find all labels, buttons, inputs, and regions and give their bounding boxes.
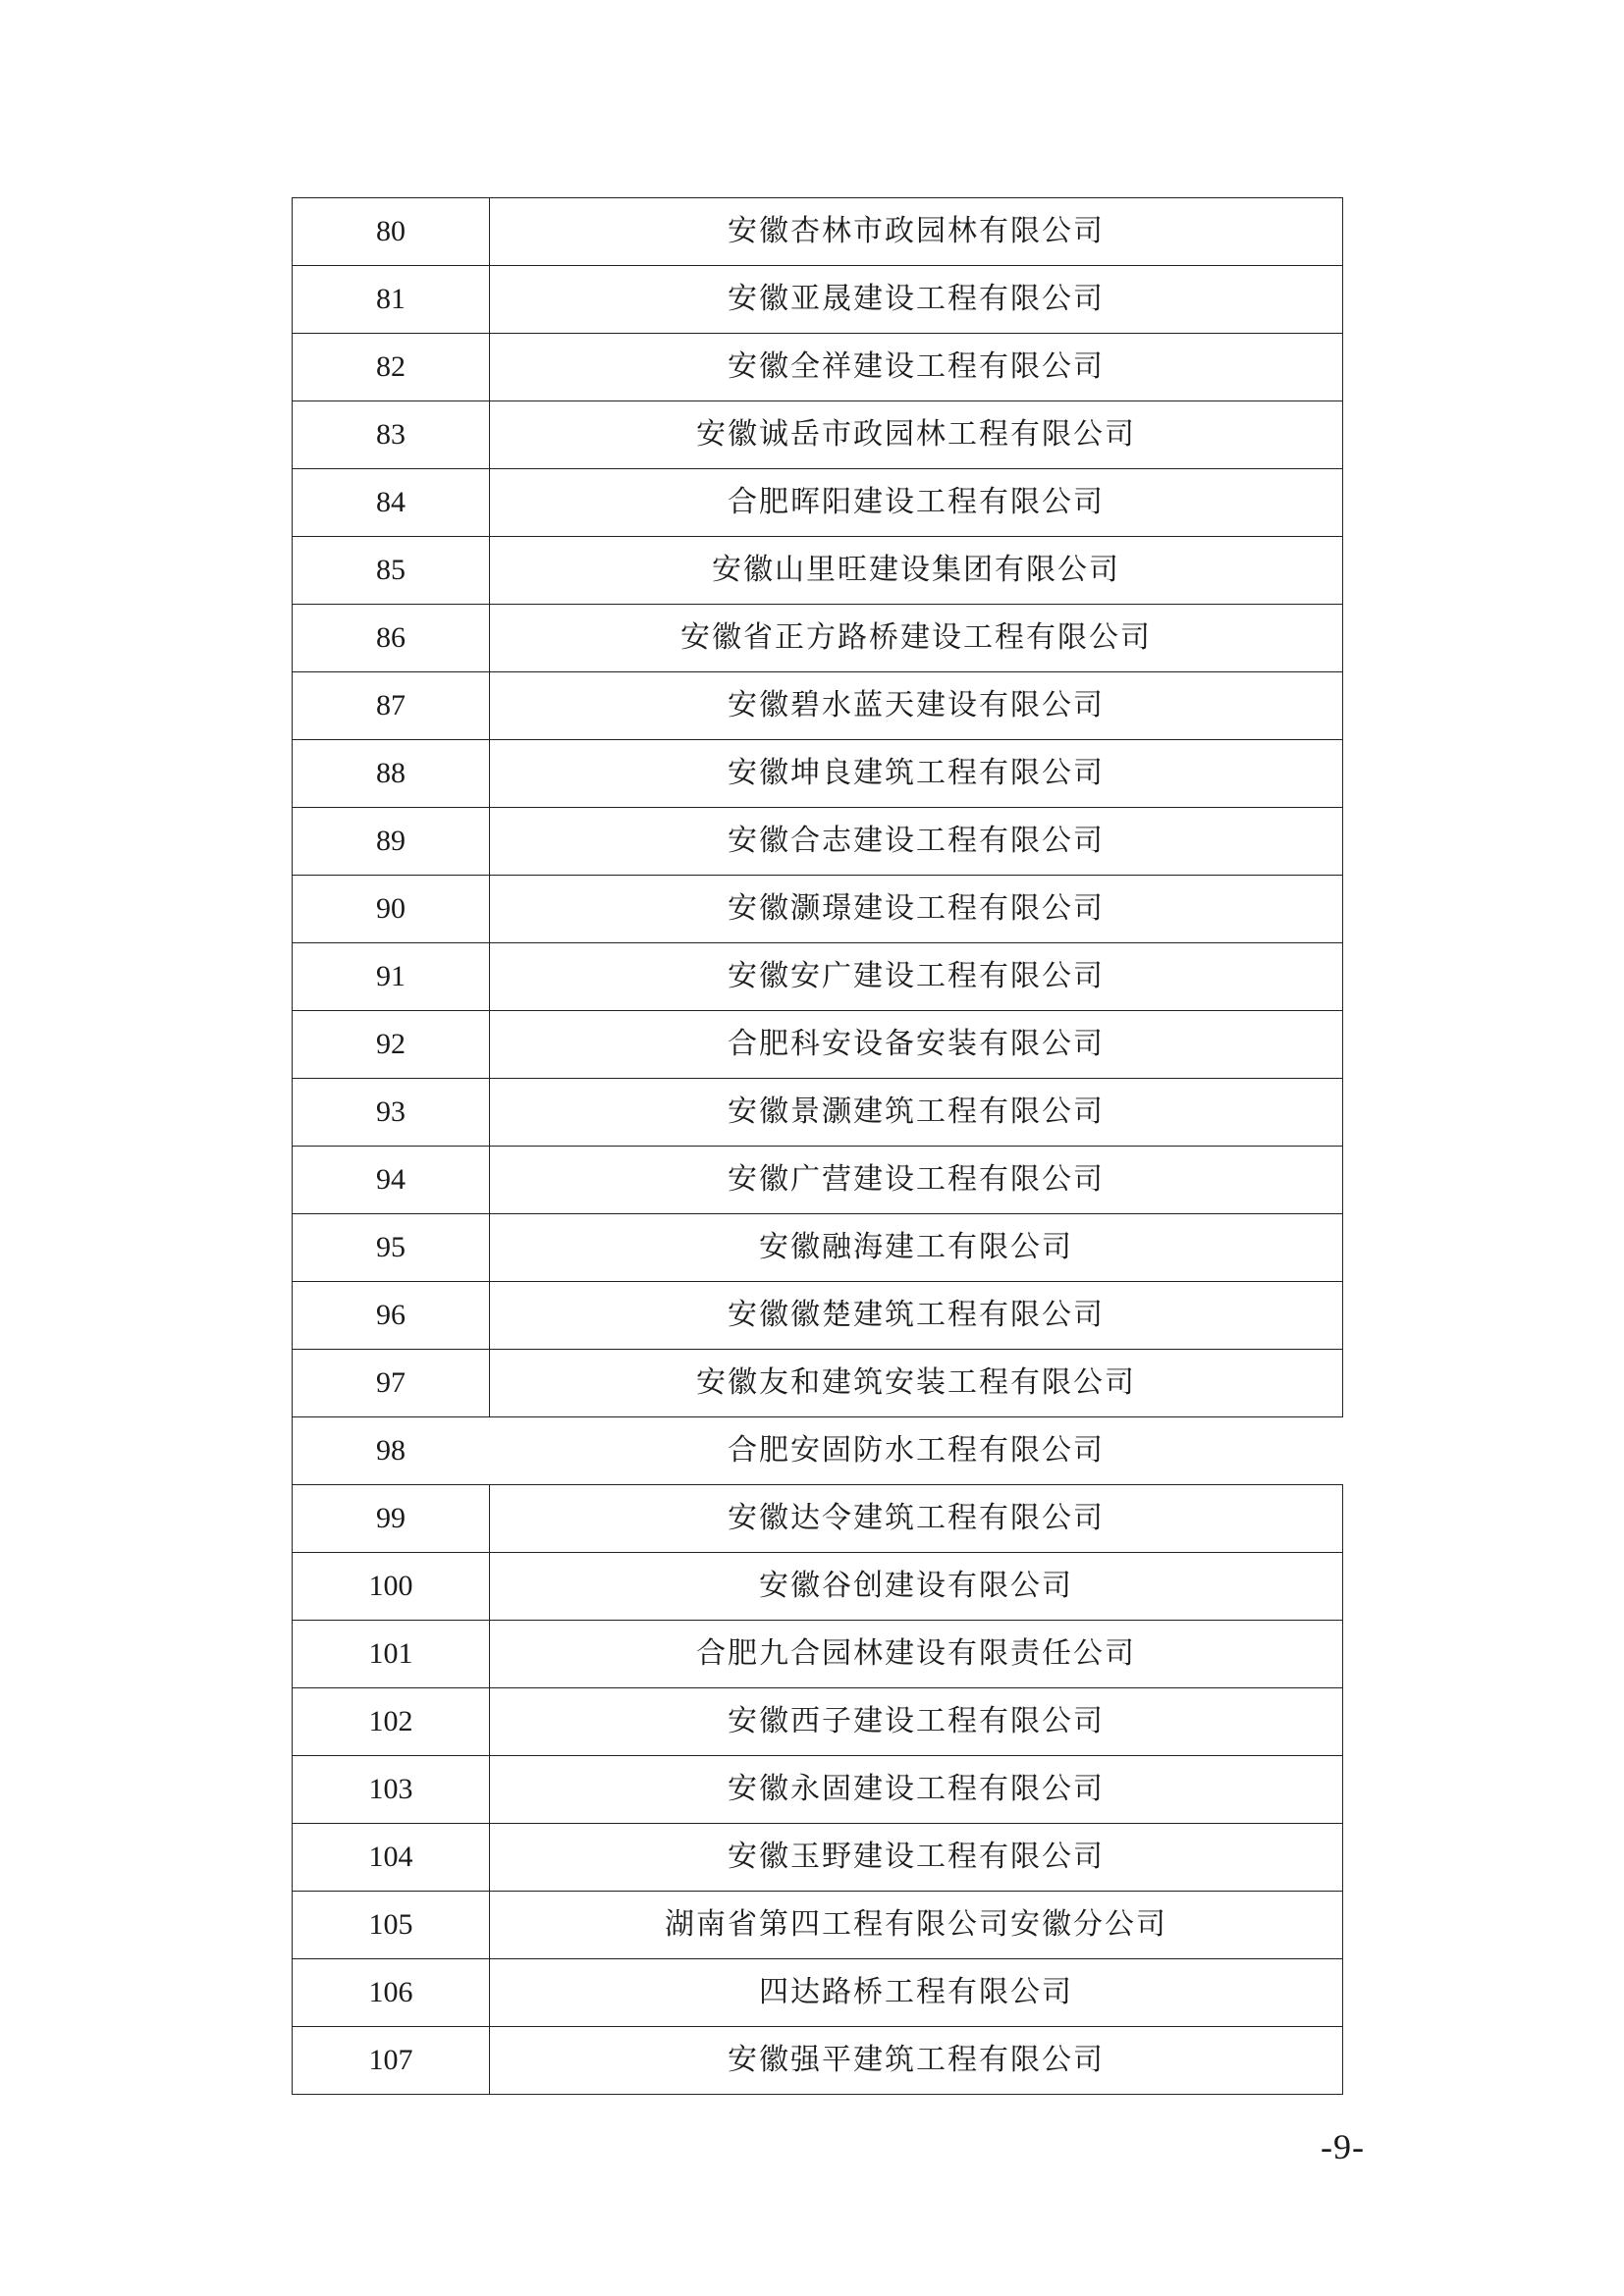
table-row (293, 266, 1343, 334)
company-name: 安徽碧水蓝天建设有限公司 (490, 672, 1343, 740)
table-row (293, 1282, 1343, 1350)
row-number: 107 (293, 2027, 490, 2095)
row-number: 103 (293, 1756, 490, 1824)
company-name: 安徽融海建工有限公司 (490, 1214, 1343, 1282)
table-row (293, 1079, 1343, 1147)
company-name: 安徽广营建设工程有限公司 (490, 1147, 1343, 1214)
row-number: 96 (293, 1282, 490, 1350)
table-row (293, 740, 1343, 808)
company-name: 安徽景灏建筑工程有限公司 (490, 1079, 1343, 1147)
row-number: 101 (293, 1621, 490, 1688)
company-name: 安徽徽楚建筑工程有限公司 (490, 1282, 1343, 1350)
row-number: 92 (293, 1011, 490, 1079)
company-name: 安徽诚岳市政园林工程有限公司 (490, 401, 1343, 469)
company-name: 安徽西子建设工程有限公司 (490, 1688, 1343, 1756)
row-number: 104 (293, 1824, 490, 1892)
row-number: 97 (293, 1350, 490, 1417)
table-row (293, 1553, 1343, 1621)
page-number: -9- (1321, 2127, 1365, 2166)
table-row (293, 1824, 1343, 1892)
table-row (293, 1485, 1343, 1553)
table-row (293, 198, 1343, 266)
company-name: 安徽山里旺建设集团有限公司 (490, 537, 1343, 605)
row-number: 95 (293, 1214, 490, 1282)
row-number: 91 (293, 943, 490, 1011)
table-row (293, 808, 1343, 876)
row-number: 88 (293, 740, 490, 808)
company-name: 安徽达令建筑工程有限公司 (490, 1485, 1343, 1553)
table-row (293, 1011, 1343, 1079)
company-name: 安徽坤良建筑工程有限公司 (490, 740, 1343, 808)
row-number: 83 (293, 401, 490, 469)
company-name: 安徽玉野建设工程有限公司 (490, 1824, 1343, 1892)
company-name: 安徽杏林市政园林有限公司 (490, 198, 1343, 266)
table-row (293, 1756, 1343, 1824)
row-number: 89 (293, 808, 490, 876)
table-row (293, 537, 1343, 605)
company-name: 合肥晖阳建设工程有限公司 (490, 469, 1343, 537)
row-number: 98 (293, 1417, 490, 1485)
row-number: 94 (293, 1147, 490, 1214)
company-name: 合肥九合园林建设有限责任公司 (490, 1621, 1343, 1688)
company-name: 安徽安广建设工程有限公司 (490, 943, 1343, 1011)
table-row (293, 469, 1343, 537)
row-number: 102 (293, 1688, 490, 1756)
company-name: 安徽亚晟建设工程有限公司 (490, 266, 1343, 334)
row-number: 80 (293, 198, 490, 266)
row-number: 99 (293, 1485, 490, 1553)
row-number: 105 (293, 1892, 490, 1959)
table-row (293, 1621, 1343, 1688)
table-row (293, 2027, 1343, 2095)
row-number: 93 (293, 1079, 490, 1147)
company-name: 安徽合志建设工程有限公司 (490, 808, 1343, 876)
table-row (293, 672, 1343, 740)
row-number: 84 (293, 469, 490, 537)
table-row (293, 605, 1343, 672)
table-row (293, 1350, 1343, 1417)
row-number: 86 (293, 605, 490, 672)
table-row (293, 1688, 1343, 1756)
company-list-body (293, 198, 1343, 2095)
row-number: 87 (293, 672, 490, 740)
row-number: 100 (293, 1553, 490, 1621)
company-name: 合肥科安设备安装有限公司 (490, 1011, 1343, 1079)
company-name: 安徽省正方路桥建设工程有限公司 (490, 605, 1343, 672)
company-name: 安徽灏璟建设工程有限公司 (490, 876, 1343, 943)
company-name: 四达路桥工程有限公司 (490, 1959, 1343, 2027)
company-name: 安徽谷创建设有限公司 (490, 1553, 1343, 1621)
row-number: 81 (293, 266, 490, 334)
row-number: 82 (293, 334, 490, 401)
company-name: 合肥安固防水工程有限公司 (490, 1417, 1343, 1485)
row-number: 106 (293, 1959, 490, 2027)
company-list-table (292, 197, 1343, 2095)
row-number: 85 (293, 537, 490, 605)
table-row (293, 1417, 1343, 1485)
company-name: 安徽永固建设工程有限公司 (490, 1756, 1343, 1824)
row-number: 90 (293, 876, 490, 943)
company-name: 湖南省第四工程有限公司安徽分公司 (490, 1892, 1343, 1959)
table-row (293, 401, 1343, 469)
table-row (293, 334, 1343, 401)
table-row (293, 943, 1343, 1011)
table-row (293, 1214, 1343, 1282)
table-row (293, 1959, 1343, 2027)
table-row (293, 876, 1343, 943)
table-row (293, 1892, 1343, 1959)
company-name: 安徽强平建筑工程有限公司 (490, 2027, 1343, 2095)
company-name: 安徽全祥建设工程有限公司 (490, 334, 1343, 401)
company-name: 安徽友和建筑安装工程有限公司 (490, 1350, 1343, 1417)
table-row (293, 1147, 1343, 1214)
